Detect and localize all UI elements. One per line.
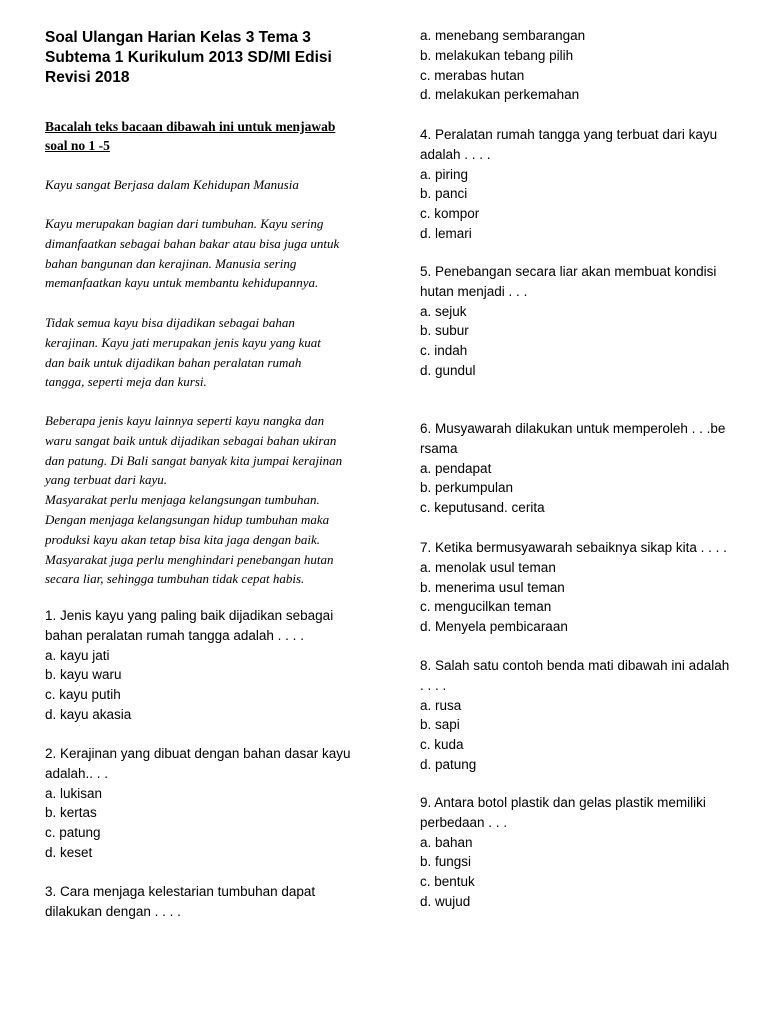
answer-option: b. melakukan tebang pilih [420, 47, 574, 63]
answer-option: d. lemari [420, 225, 472, 241]
question-stem: 3. Cara menjaga kelestarian tumbuhan dapat [45, 884, 316, 899]
answer-option: a. rusa [420, 697, 462, 713]
reading-line: dan patung. Di Bali sangat banyak kita jumpai kerajinan [45, 452, 343, 468]
answer-option: b. kayu waru [45, 667, 122, 683]
question-stem: dilakukan dengan . . . . [45, 903, 181, 919]
answer-option: c. patung [45, 825, 101, 841]
answer-option: c. indah [420, 343, 468, 359]
question-4 [420, 125, 717, 244]
answer-option: d. melakukan perkemahan [420, 87, 580, 103]
reading-instruction [45, 117, 380, 155]
reading-paragraph-3 [45, 411, 385, 589]
answer-option: d. kayu akasia [45, 706, 132, 722]
answer-option: a. piring [420, 166, 469, 182]
question-9 [420, 793, 706, 912]
answer-option: c. kuda [420, 737, 464, 753]
answer-option: d. keset [45, 844, 93, 860]
reading-line: secara liar, sehingga tumbuhan tidak cepat habis. [45, 571, 305, 587]
title-line: Subtema 1 Kurikulum 2013 SD/MI Edisi [45, 49, 332, 66]
answer-option: b. menerima usul teman [420, 579, 565, 595]
answer-option: a. kayu jati [45, 647, 110, 663]
question-3 [45, 882, 315, 922]
question-stem: 9. Antara botol plastik dan gelas plastik memiliki [420, 795, 706, 810]
reading-line: dimanfaatkan sebagai bahan bakar atau bisa juga untuk [45, 235, 340, 251]
reading-line: memanfaatkan kayu untuk membantu kehidupannya. [45, 275, 319, 291]
worksheet-title [45, 28, 380, 88]
answer-option: b. sapi [420, 717, 460, 733]
question-stem: 8. Salah satu contoh benda mati dibawah ini adalah [420, 658, 730, 673]
answer-option: b. subur [420, 323, 469, 339]
answer-option: a. menebang sembarangan [420, 28, 586, 43]
answer-option: c. keputusand. cerita [420, 500, 545, 516]
reading-heading [45, 175, 385, 195]
reading-line: produksi kayu akan tetap bisa kita jaga dengan baik. [45, 531, 320, 547]
answer-option: d. gundul [420, 362, 476, 378]
answer-option: a. bahan [420, 834, 473, 850]
reading-line: bahan bangunan dan kerajinan. Manusia sering [45, 255, 297, 271]
answer-option: b. kertas [45, 805, 97, 821]
answer-option: d. wujud [420, 893, 471, 909]
answer-option: a. menolak usul teman [420, 559, 556, 575]
answer-option: a. lukisan [45, 785, 103, 801]
question-stem: perbedaan . . . [420, 814, 508, 830]
answer-option: c. mengucilkan teman [420, 599, 552, 615]
reading-line: tangga, seperti meja dan kursi. [45, 374, 207, 390]
question-stem: hutan menjadi . . . [420, 283, 528, 299]
reading-line: Tidak semua kayu bisa dijadikan sebagai bahan [45, 315, 295, 330]
answer-option: a. sejuk [420, 303, 467, 319]
answer-option: d. patung [420, 756, 477, 772]
title-line: Revisi 2018 [45, 69, 130, 86]
question-stem: 1. Jenis kayu yang paling baik dijadikan sebagai [45, 608, 334, 623]
reading-paragraph-1 [45, 214, 385, 293]
reading-line: Masyarakat juga perlu menghindari penebangan hutan [45, 551, 334, 567]
question-7 [420, 538, 727, 637]
reading-line: Kayu merupakan bagian dari tumbuhan. Kayu sering [45, 216, 324, 231]
question-stem: 6. Musyawarah dilakukan untuk memperoleh . . .be [420, 421, 726, 436]
reading-line: yang terbuat dari kayu. [45, 472, 168, 488]
question-stem: 2. Kerajinan yang dibuat dengan bahan dasar kayu [45, 746, 351, 761]
answer-option: b. panci [420, 186, 468, 202]
reading-line: Beberapa jenis kayu lainnya seperti kayu nangka dan [45, 413, 325, 428]
question-stem: . . . . [420, 677, 447, 693]
answer-option: c. kayu putih [45, 687, 121, 703]
reading-heading-text: Kayu sangat Berjasa dalam Kehidupan Manusia [45, 177, 299, 192]
answer-option: c. kompor [420, 206, 480, 222]
reading-line: kerajinan. Kayu jati merupakan jenis kayu yang kuat [45, 334, 321, 350]
question-stem: bahan peralatan rumah tangga adalah . . . . [45, 627, 304, 643]
question-3-options [420, 26, 585, 105]
question-stem: 4. Peralatan rumah tangga yang terbuat dari kayu [420, 127, 718, 142]
question-stem: 5. Penebangan secara liar akan membuat kondisi [420, 264, 717, 279]
answer-option: c. merabas hutan [420, 67, 525, 83]
question-stem: adalah . . . . [420, 146, 491, 162]
question-stem: 7. Ketika bermusyawarah sebaiknya sikap kita . . . . [420, 540, 727, 555]
question-stem: adalah.. . . [45, 765, 109, 781]
answer-option: d. Menyela pembicaraan [420, 619, 568, 635]
question-stem: rsama [420, 440, 458, 456]
reading-line: Dengan menjaga kelangsungan hidup tumbuhan maka [45, 511, 330, 527]
reading-paragraph-2 [45, 313, 385, 392]
reading-line: waru sangat baik untuk dijadikan sebagai bahan ukiran [45, 432, 337, 448]
instruction-line: soal no 1 -5 [45, 138, 110, 153]
question-5 [420, 262, 716, 381]
instruction-line: Bacalah teks bacaan dibawah ini untuk menjawab [45, 119, 336, 134]
answer-option: a. pendapat [420, 460, 492, 476]
question-8 [420, 656, 729, 775]
answer-option: b. fungsi [420, 854, 472, 870]
question-6 [420, 419, 725, 518]
question-1 [45, 606, 333, 725]
title-line: Soal Ulangan Harian Kelas 3 Tema 3 [45, 29, 311, 46]
reading-line: dan baik untuk dijadikan bahan peralatan rumah [45, 354, 302, 370]
answer-option: b. perkumpulan [420, 480, 514, 496]
question-2 [45, 744, 350, 863]
answer-option: c. bentuk [420, 874, 475, 890]
reading-line: Masyarakat perlu menjaga kelangsungan tumbuhan. [45, 492, 320, 508]
